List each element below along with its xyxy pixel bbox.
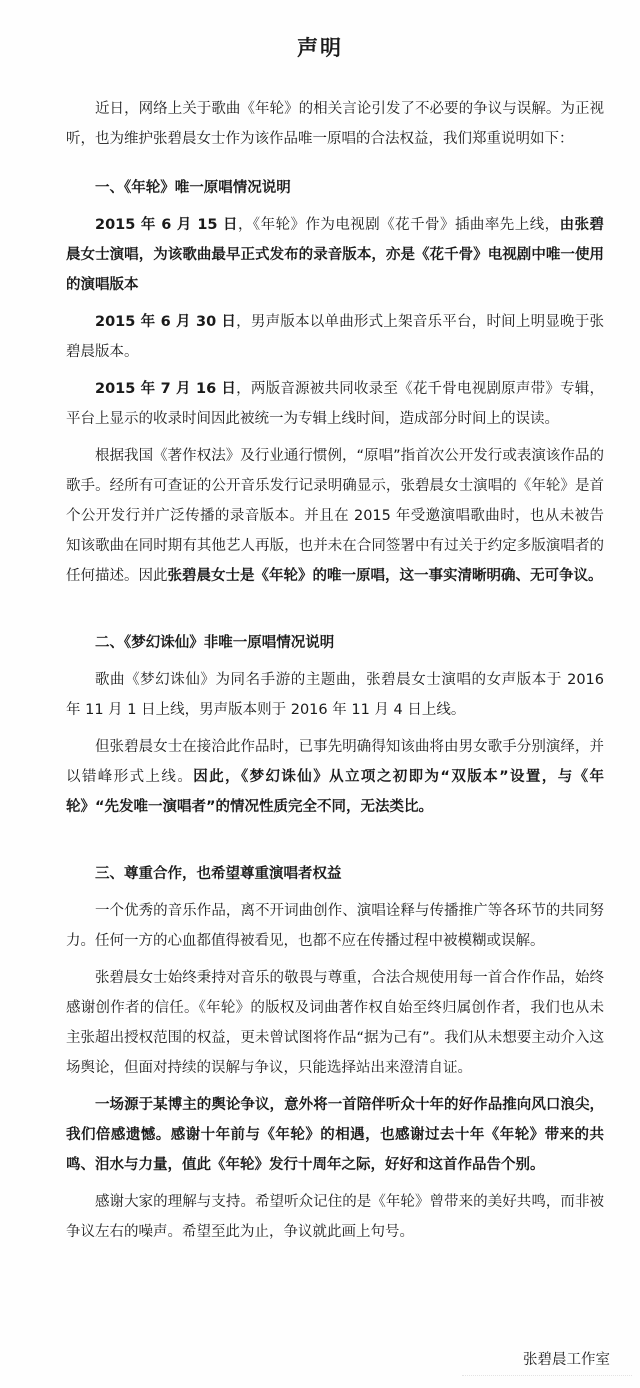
section1-heading: 一、《年轮》唯一原唱情况说明 (95, 180, 291, 196)
body-text: 但张碧晨女士在接洽此作品时，已事先明确得知该曲将由男女歌手分别演绎，并以错峰形式上线。 (66, 739, 604, 785)
section1-paragraph-3 (66, 374, 604, 434)
section2-paragraph-1: 歌曲《梦幻诛仙》为同名手游的主题曲，张碧晨女士演唱的女声版本于 2016 年 11 月 1 日上线，男声版本则于 2016 年 11 月 4 日上线。 (66, 672, 604, 718)
spacer (66, 598, 604, 628)
section3-paragraph-3: 一场源于某博主的舆论争议，意外将一首陪伴听众十年的好作品推向风口浪尖，我们倍感遗憾。感谢十年前与《年轮》的相遇，也感谢过去十年《年轮》带来的共鸣、泪水与力量，值此《年轮》发行十周年之际，好好和这首作品告个别。 (66, 1097, 604, 1173)
statement-body (66, 94, 604, 1254)
section3-heading: 三、尊重合作，也希望尊重演唱者权益 (95, 866, 342, 882)
date-text: 2015 年 6 月 30 日 (95, 314, 237, 330)
spacer (66, 161, 604, 173)
section3-paragraph-2: 张碧晨女士始终秉持对音乐的敬畏与尊重，合法合规使用每一首合作作品，始终感谢创作者的信任。《年轮》的版权及词曲著作权自始至终归属创作者，我们也从未主张超出授权范围的权益，更未曾试图将作品“据为己有”。我们从未想要主动介入这场舆论，但面对持续的误解与争议，只能选择站出来澄清自证。 (66, 970, 604, 1076)
date-text: 2015 年 7 月 16 日 (95, 381, 237, 397)
signature: 张碧晨工作室 (523, 1352, 610, 1368)
section2-paragraph-2 (66, 732, 604, 822)
emphasis-text: 张碧晨女士是《年轮》的唯一原唱，这一事实清晰明确、无可争议。 (167, 568, 603, 584)
section1-paragraph-1 (66, 210, 604, 300)
section3-paragraph-4: 感谢大家的理解与支持。希望听众记住的是《年轮》曾带来的美好共鸣，而非被争议左右的噪声。希望至此为止，争议就此画上句号。 (66, 1194, 604, 1240)
page-title: 声明 (297, 36, 343, 60)
body-text: ，《年轮》作为电视剧《花千骨》插曲率先上线， (237, 217, 560, 233)
section1-paragraph-4 (66, 441, 604, 591)
intro-paragraph: 近日，网络上关于歌曲《年轮》的相关言论引发了不必要的争议与误解。为正视听，也为维护张碧晨女士作为该作品唯一原唱的合法权益，我们郑重说明如下： (66, 101, 604, 147)
emphasis-text: 由张碧晨女士演唱，为该歌曲最早正式发布的录音版本，亦是《花千骨》电视剧中唯一使用的演唱版本 (66, 217, 605, 293)
body-text: 根据我国《著作权法》及行业通行惯例，“原唱”指首次公开发行或表演该作品的歌手。经所有可查证的公开音乐发行记录明确显示，张碧晨女士演唱的《年轮》是首个公开发行并广泛传播的录音版本。并且在 2015 年受邀演唱歌曲时，也从未被告知该歌曲在同时期有其他艺人再版，也并未在合同签署中有过关于约定多版演唱者的任何描述。因此 (66, 448, 604, 584)
body-text: ，男声版本以单曲形式上架音乐平台，时间上明显晚于张碧晨版本。 (66, 314, 604, 360)
emphasis-text: 因此，《梦幻诛仙》从立项之初即为“双版本”设置，与《年轮》“先发唯一演唱者”的情况性质完全不同，无法类比。 (66, 769, 605, 815)
date-text: 2015 年 6 月 15 日 (95, 217, 238, 233)
spacer (66, 829, 604, 859)
section1-paragraph-2 (66, 307, 604, 367)
section3-paragraph-1: 一个优秀的音乐作品，离不开词曲创作、演唱诠释与传播推广等各环节的共同努力。任何一方的心血都值得被看见，也都不应在传播过程中被模糊或误解。 (66, 903, 604, 949)
body-text: ，两版音源被共同收录至《花千骨电视剧原声带》专辑，平台上显示的收录时间因此被统一为专辑上线时间，造成部分时间上的误读。 (66, 381, 604, 427)
watermark-line (462, 1375, 632, 1384)
section2-heading: 二、《梦幻诛仙》非唯一原唱情况说明 (95, 635, 335, 651)
